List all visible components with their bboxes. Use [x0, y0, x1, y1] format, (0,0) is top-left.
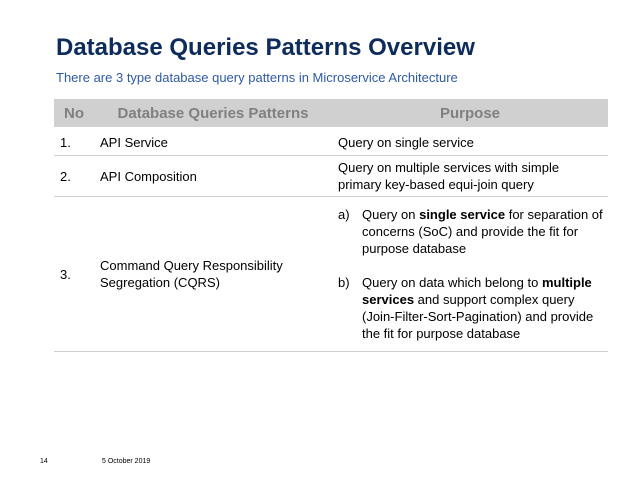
header-pattern: Database Queries Patterns	[94, 99, 332, 128]
purpose-text-pre: Query on data which belong to	[362, 275, 542, 290]
purpose-text-post: for separation of concerns (SoC) and provide the fit for purpose database	[362, 207, 603, 256]
cell-pattern: API Composition	[94, 156, 332, 197]
slide-title: Database Queries Patterns Overview	[56, 34, 475, 61]
purpose-text	[362, 274, 604, 342]
list-marker: b)	[338, 275, 350, 290]
purpose-text-post: and support complex query (Join-Filter-Sort-Pagination) and provide the fit for purpose database	[362, 292, 594, 341]
purpose-item-b	[338, 274, 604, 342]
cell-no: 2.	[54, 156, 94, 197]
list-spacer	[338, 257, 604, 274]
purpose-text-bold: multiple services	[362, 275, 592, 307]
cell-purpose	[332, 197, 608, 352]
cell-no: 3.	[54, 197, 94, 352]
purpose-text-pre: Query on	[362, 207, 420, 222]
table-row	[54, 197, 608, 352]
purpose-item-a	[338, 206, 604, 257]
patterns-table	[54, 99, 608, 352]
table-row	[54, 128, 608, 156]
footer-date: 5 October 2019	[102, 458, 151, 465]
cell-purpose: Query on single service	[332, 128, 608, 156]
slide-subtitle: There are 3 type database query patterns in Microservice Architecture	[56, 70, 458, 85]
list-marker: a)	[338, 207, 350, 222]
cell-purpose: Query on multiple services with simple primary key-based equi-join query	[332, 156, 608, 197]
cell-pattern: Command Query Responsibility Segregation (CQRS)	[94, 197, 332, 352]
purpose-list	[338, 206, 604, 342]
table-header-row	[54, 99, 608, 128]
cell-pattern: API Service	[94, 128, 332, 156]
table-row	[54, 156, 608, 197]
header-no: No	[54, 99, 94, 128]
cell-no: 1.	[54, 128, 94, 156]
page-number: 14	[40, 458, 48, 465]
purpose-text	[362, 206, 604, 257]
header-purpose: Purpose	[332, 99, 608, 128]
purpose-text-bold: single service	[419, 207, 506, 222]
